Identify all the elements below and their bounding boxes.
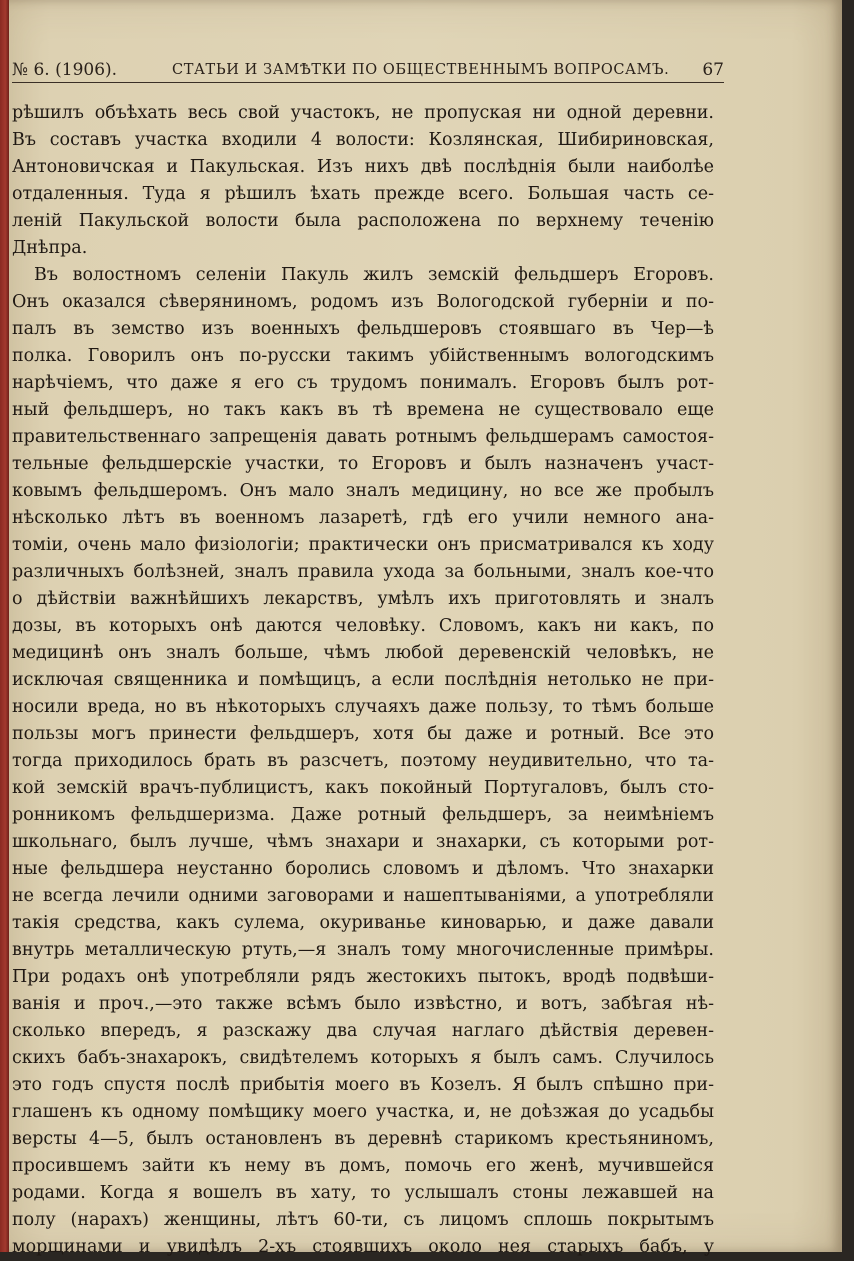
text-line: Днѣпра. (12, 238, 88, 258)
text-line: глашенъ къ одному помѣщику моего участка, и, не доѣзжая до усадьбы (12, 1102, 714, 1122)
text-line: пользы могъ принести фельдшеръ, хотя бы даже и ротный. Все это (12, 724, 714, 744)
text-line: сколько впередъ, я разскажу два случая наглаго дѣйствія деревен- (12, 1021, 714, 1041)
text-line: леній Пакульской волости была расположена по верхнему теченію (12, 211, 714, 231)
text-line: это годъ спустя послѣ прибытія моего въ Козелъ. Я былъ спѣшно при- (12, 1075, 714, 1095)
binding-edge (0, 0, 9, 1252)
text-line: правительственнаго запрещенія давать ротнымъ фельдшерамъ самостоя- (12, 427, 714, 447)
text-line: рѣшилъ объѣхать весь свой участокъ, не пропуская ни одной деревни. (12, 103, 714, 123)
text-line: школьнаго, былъ лучше, чѣмъ знахари и знахарки, съ которыми рот- (12, 832, 714, 852)
text-line: различныхъ болѣзней, зналъ правила ухода за больными, зналъ кое-что (12, 562, 714, 582)
text-line: томіи, очень мало физіологіи; практически онъ присматривался къ ходу (12, 535, 714, 555)
text-line: дозы, въ которыхъ онѣ даются человѣку. Словомъ, какъ ни какъ, по (12, 616, 714, 636)
text-line: скихъ бабъ-знахарокъ, свидѣтелемъ которыхъ я былъ самъ. Случилось (12, 1048, 714, 1068)
text-line: ванія и проч.,—это также всѣмъ было извѣстно, и вотъ, забѣгая нѣ- (12, 994, 714, 1014)
text-line: Антоновичская и Пакульская. Изъ нихъ двѣ послѣднія были наиболѣе (12, 157, 714, 177)
text-line: не всегда лечили одними заговорами и нашептываніями, а употребляли (12, 886, 714, 906)
paragraph-start-line: Въ волостномъ селеніи Пакуль жилъ земскій фельдшеръ Егоровъ. (34, 265, 714, 285)
text-line: палъ въ земство изъ военныхъ фельдшеровъ стоявшаго въ Чер—ѣ (12, 319, 714, 339)
text-line: нѣсколько лѣтъ въ военномъ лазаретѣ, гдѣ его учили немного ана- (12, 508, 714, 528)
page-number: 67 (702, 60, 724, 80)
text-line: ронникомъ фельдшеризма. Даже ротный фельдшеръ, за неимѣніемъ (12, 805, 714, 825)
text-line: просившемъ зайти къ нему въ домъ, помочь его женѣ, мучившейся (12, 1156, 714, 1176)
text-line: ные фельдшера неустанно боролись словомъ и дѣломъ. Что знахарки (12, 859, 714, 879)
text-line: морщинами и увидѣлъ 2-хъ стоявшихъ около нея старыхъ бабъ, у (12, 1237, 714, 1257)
text-line: внутрь металлическую ртуть,—я зналъ тому многочисленные примѣры. (12, 940, 714, 960)
issue-number: № 6. (1906). (12, 60, 118, 80)
text-line: носили вреда, но въ нѣкоторыхъ случаяхъ даже пользу, то тѣмъ больше (12, 697, 714, 717)
text-line: о дѣйствіи важнѣйшихъ лекарствъ, умѣлъ ихъ приготовлять и зналъ (12, 589, 714, 609)
text-line: нарѣчіемъ, что даже я его съ трудомъ понималъ. Егоровъ былъ рот- (12, 373, 714, 393)
text-line: Онъ оказался сѣверяниномъ, родомъ изъ Вологодской губерніи и по- (12, 292, 714, 312)
text-line: такія средства, какъ сулема, окуриванье киноварью, и даже давали (12, 913, 714, 933)
text-line: родами. Когда я вошелъ въ хату, то услышалъ стоны лежавшей на (12, 1183, 714, 1203)
text-line: полу (нарахъ) женщины, лѣтъ 60-ти, съ лицомъ сплошь покрытымъ (12, 1210, 714, 1230)
text-line: Въ составъ участка входили 4 волости: Козлянская, Шибириновская, (12, 130, 714, 150)
text-line: исключая священника и помѣщицъ, а если послѣднія нетолько не при- (12, 670, 714, 690)
text-line: медицинѣ онъ зналъ больше, чѣмъ любой деревенскій человѣкъ, не (12, 643, 714, 663)
header-rule (12, 82, 724, 83)
text-line: ковымъ фельдшеромъ. Онъ мало зналъ медицину, но все же пробылъ (12, 481, 714, 501)
text-line: версты 4—5, былъ остановленъ въ деревнѣ старикомъ крестьяниномъ, (12, 1129, 714, 1149)
text-line: При родахъ онѣ употребляли рядъ жестокихъ пытокъ, вродѣ подвѣши- (12, 967, 714, 987)
text-line: тельные фельдшерскіе участки, то Егоровъ и былъ назначенъ участ- (12, 454, 714, 474)
text-line: кой земскій врачъ-публицистъ, какъ покойный Португаловъ, былъ сто- (12, 778, 714, 798)
text-line: полка. Говорилъ онъ по-русски такимъ убійственнымъ вологодскимъ (12, 346, 714, 366)
text-line: отдаленныя. Туда я рѣшилъ ѣхать прежде всего. Большая часть се- (12, 184, 714, 204)
text-line: ный фельдшеръ, но такъ какъ въ тѣ времена не существовало еще (12, 400, 714, 420)
body-text (12, 100, 714, 1261)
section-title: СТАТЬИ И ЗАМѢТКИ ПО ОБЩЕСТВЕННЫМЪ ВОПРОСАМЪ. (172, 62, 670, 78)
text-line: тогда приходилось брать въ разсчетъ, поэтому неудивительно, что та- (12, 751, 714, 771)
